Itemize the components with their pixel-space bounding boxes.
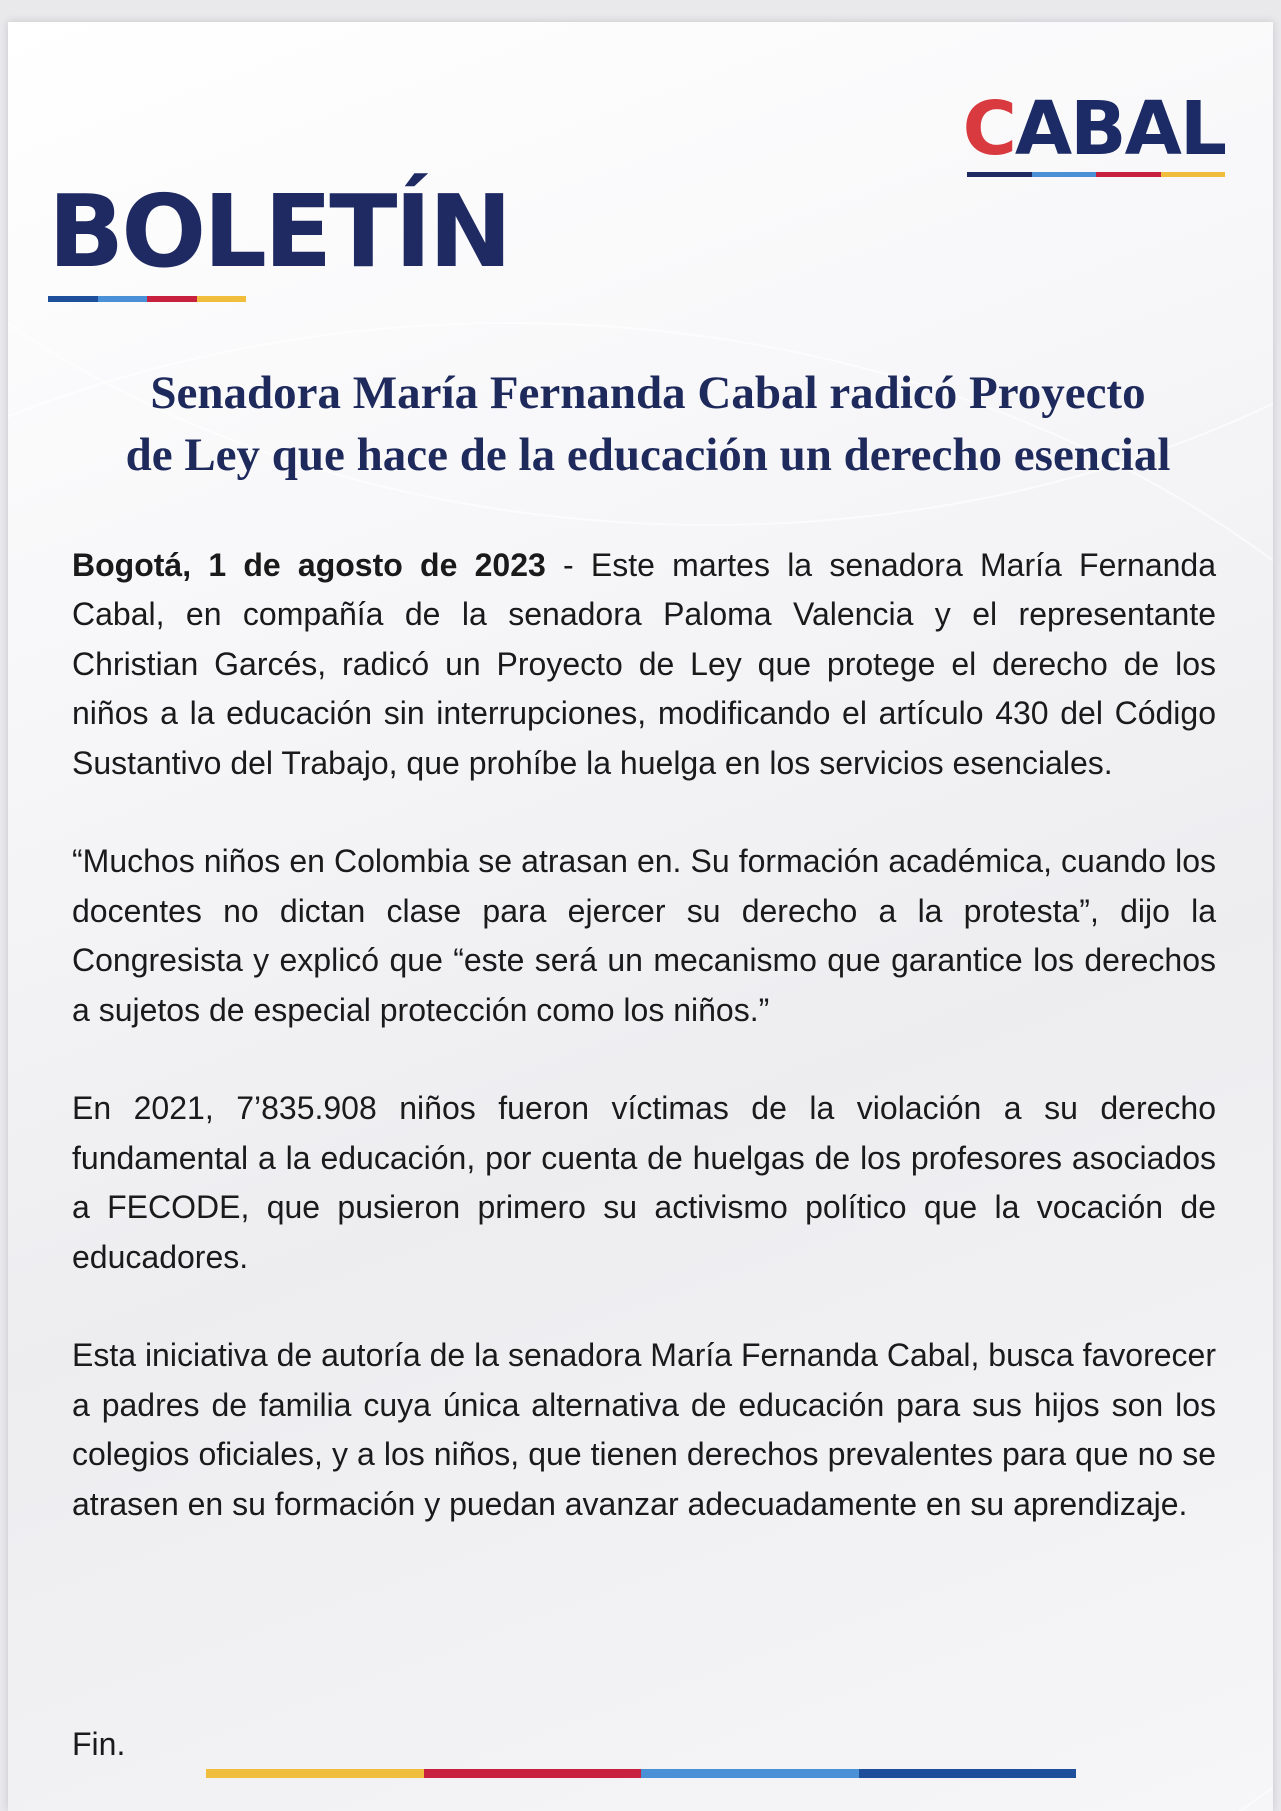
paragraph-3: En 2021, 7’835.908 niños fueron víctimas de la violación a su derecho fundamental a la educación, por cuenta de huelgas de los profesores asociados a FECODE, que pusieron primero su activismo político que la vocación de educadores. xyxy=(72,1090,1216,1275)
boletin-header xyxy=(48,173,510,302)
headline xyxy=(68,362,1228,486)
logo-rest-letters: ABAL xyxy=(1014,86,1225,172)
closing-text: Fin. xyxy=(72,1726,126,1762)
title-bar-red xyxy=(147,296,197,302)
page-title: BOLETÍN xyxy=(48,173,510,290)
logo-bar-red xyxy=(1096,172,1161,177)
footer-bar-light-blue xyxy=(641,1769,859,1778)
logo-bar-navy xyxy=(967,172,1032,177)
paragraph-4: Esta iniciativa de autoría de la senadora María Fernanda Cabal, busca favorecer a padres de familia cuya única alternativa de educación para sus hijos son los colegios oficiales, y a los niños, que tienen derechos prevalentes para que no se atrasen en su formación y puedan avanzar adecuadamente en su aprendizaje. xyxy=(72,1337,1216,1522)
footer-bar-dark-blue xyxy=(859,1769,1077,1778)
article-body xyxy=(72,541,1216,1578)
title-bar-yellow xyxy=(197,296,247,302)
headline-line-1: Senadora María Fernanda Cabal radicó Proyecto xyxy=(150,367,1146,419)
title-bar-light-blue xyxy=(98,296,148,302)
logo-color-bar xyxy=(967,172,1225,177)
cabal-logo-text xyxy=(962,86,1225,172)
headline-line-2: de Ley que hace de la educación un derecho esencial xyxy=(125,429,1171,481)
paragraph-1 xyxy=(72,541,1216,788)
cabal-logo xyxy=(962,86,1225,177)
dateline: Bogotá, 1 de agosto de 2023 xyxy=(72,547,546,583)
bulletin-page xyxy=(8,22,1273,1811)
footer-color-bar xyxy=(206,1769,1076,1778)
paragraph-1-text: - Este martes la senadora María Fernanda Cabal, en compañía de la senadora Paloma Valencia y el representante Christian Garcés, radicó un Proyecto de Ley que protege el derecho de los niños a la educación sin interrupciones, modificando el artículo 430 del Código Sustantivo del Trabajo, que prohíbe la huelga en los servicios esenciales. xyxy=(72,547,1217,781)
logo-c-letter: C xyxy=(962,86,1015,172)
logo-bar-yellow xyxy=(1161,172,1226,177)
footer-bar-yellow xyxy=(206,1769,424,1778)
logo-bar-light-blue xyxy=(1032,172,1097,177)
title-color-bar xyxy=(48,296,246,302)
footer-bar-red xyxy=(424,1769,642,1778)
paragraph-2: “Muchos niños en Colombia se atrasan en. Su formación académica, cuando los docentes no dictan clase para ejercer su derecho a la protesta”, dijo la Congresista y explicó que “este será un mecanismo que garantice los derechos a sujetos de especial protección como los niños.” xyxy=(72,843,1216,1028)
title-bar-dark-blue xyxy=(48,296,98,302)
